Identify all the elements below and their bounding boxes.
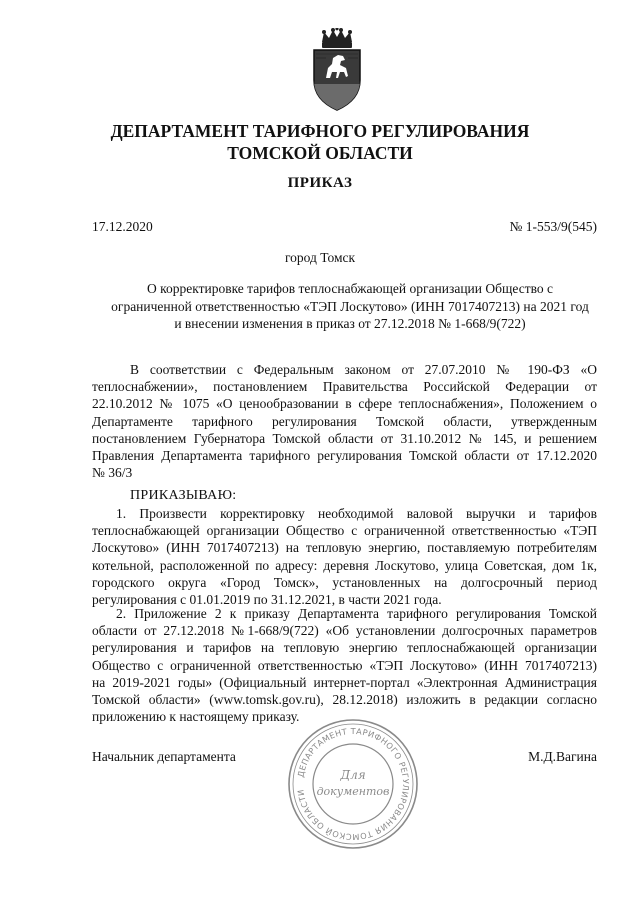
preamble-line: Правления Департамента тарифного регулирования Томской области от 17.12.2020 — [92, 448, 597, 464]
preamble-line: 22.10.2012 № 1075 «О ценообразовании в сфере теплоснабжения», Положением о — [92, 396, 597, 412]
item1-line: теплоснабжающей организации Общество с ограниченной ответственностью «ТЭП — [92, 523, 597, 539]
org-title-line2: ТОМСКОЙ ОБЛАСТИ — [227, 143, 413, 163]
stamp-outer-ring — [289, 720, 417, 848]
subject-line: ограниченной ответственностью «ТЭП Лоскутово» (ИНН 7017407213) на 2021 год — [111, 298, 589, 314]
item2-line: регулирования и тарифов на тепловую энергию теплоснабжающей организации — [92, 640, 597, 656]
item1-line: городского округа «Город Томск», установленных на долгосрочный период — [92, 574, 597, 590]
stamp-ring-text: ДЕПАРТАМЕНТ ТАРИФНОГО РЕГУЛИРОВАНИЯ ТОМСКОЙ ОБЛАСТИ — [295, 725, 412, 843]
preamble-line: № 36/3 — [92, 465, 133, 481]
official-stamp — [285, 716, 421, 852]
item2-line: приложению к настоящему приказу. — [92, 709, 300, 725]
order-item-2 — [92, 605, 597, 725]
stamp-inner-ring — [313, 744, 393, 824]
order-number: № 1-553/9(545) — [509, 219, 597, 234]
stamp-center-line1: Для — [340, 768, 366, 782]
stamp-outer-ring-inner — [293, 724, 413, 844]
signatory-role: Начальник департамента — [92, 749, 236, 764]
item2-line: Томской области» (www.tomsk.gov.ru), 28.12.2018) изложить в редакции согласно — [92, 692, 597, 708]
preamble-line: теплоснабжении», постановлением Правительства Российской Федерации от — [92, 379, 597, 395]
tomsk-coat-of-arms-icon — [302, 28, 372, 112]
subject-line: и внесении изменения в приказ от 27.12.2018 № 1-668/9(722) — [174, 316, 526, 331]
item1-line: котельной, расположенной по адресу: деревня Лоскутово, улица Советская, дом 1к, — [92, 557, 597, 573]
preamble-line: Департаменте тарифного регулирования Томской области, утвержденным — [92, 413, 597, 429]
preamble-line: В соответствии с Федеральным законом от 27.07.2010 № 190-ФЗ «О — [130, 362, 597, 377]
order-date: 17.12.2020 — [92, 219, 153, 234]
order-subject — [110, 280, 590, 333]
org-title-line1: ДЕПАРТАМЕНТ ТАРИФНОГО РЕГУЛИРОВАНИЯ — [110, 121, 530, 141]
item2-line: области от 27.12.2018 №1-668/9(722) «Об установлении долгосрочных параметров — [92, 623, 597, 639]
order-city: город Томск — [284, 250, 356, 265]
item2-line: 2. Приложение 2 к приказу Департамента тарифного регулирования Томской — [116, 606, 597, 621]
orders-label: ПРИКАЗЫВАЮ: — [130, 488, 237, 503]
order-item-1 — [92, 505, 597, 608]
item1-line: регулирования с 01.01.2019 по 31.12.2021, в части 2021 года. — [92, 592, 442, 608]
preamble-line: постановлением Губернатора Томской области от 31.10.2012 № 145, и решением — [92, 430, 597, 446]
item2-line: на 2019-2021 годы» (Официальный интернет-портал «Электронная Администрация — [92, 674, 597, 690]
stamp-center-line2: документов — [316, 785, 390, 798]
item2-line: Общество с ограниченной ответственностью «ТЭП Лоскутово» (ИНН 7017407213) — [92, 657, 597, 673]
item1-line: 1. Произвести корректировку необходимой валовой выручки и тарифов — [116, 506, 597, 521]
subject-line: О корректировке тарифов теплоснабжающей организации Общество с — [146, 281, 554, 296]
signatory-name: М.Д.Вагина — [528, 749, 597, 764]
preamble-paragraph — [92, 361, 597, 481]
item1-line: Лоскутово» (ИНН 7017407213) на тепловую энергию, поставляемую потребителям — [92, 540, 597, 556]
document-type-title: ПРИКАЗ — [287, 175, 353, 191]
